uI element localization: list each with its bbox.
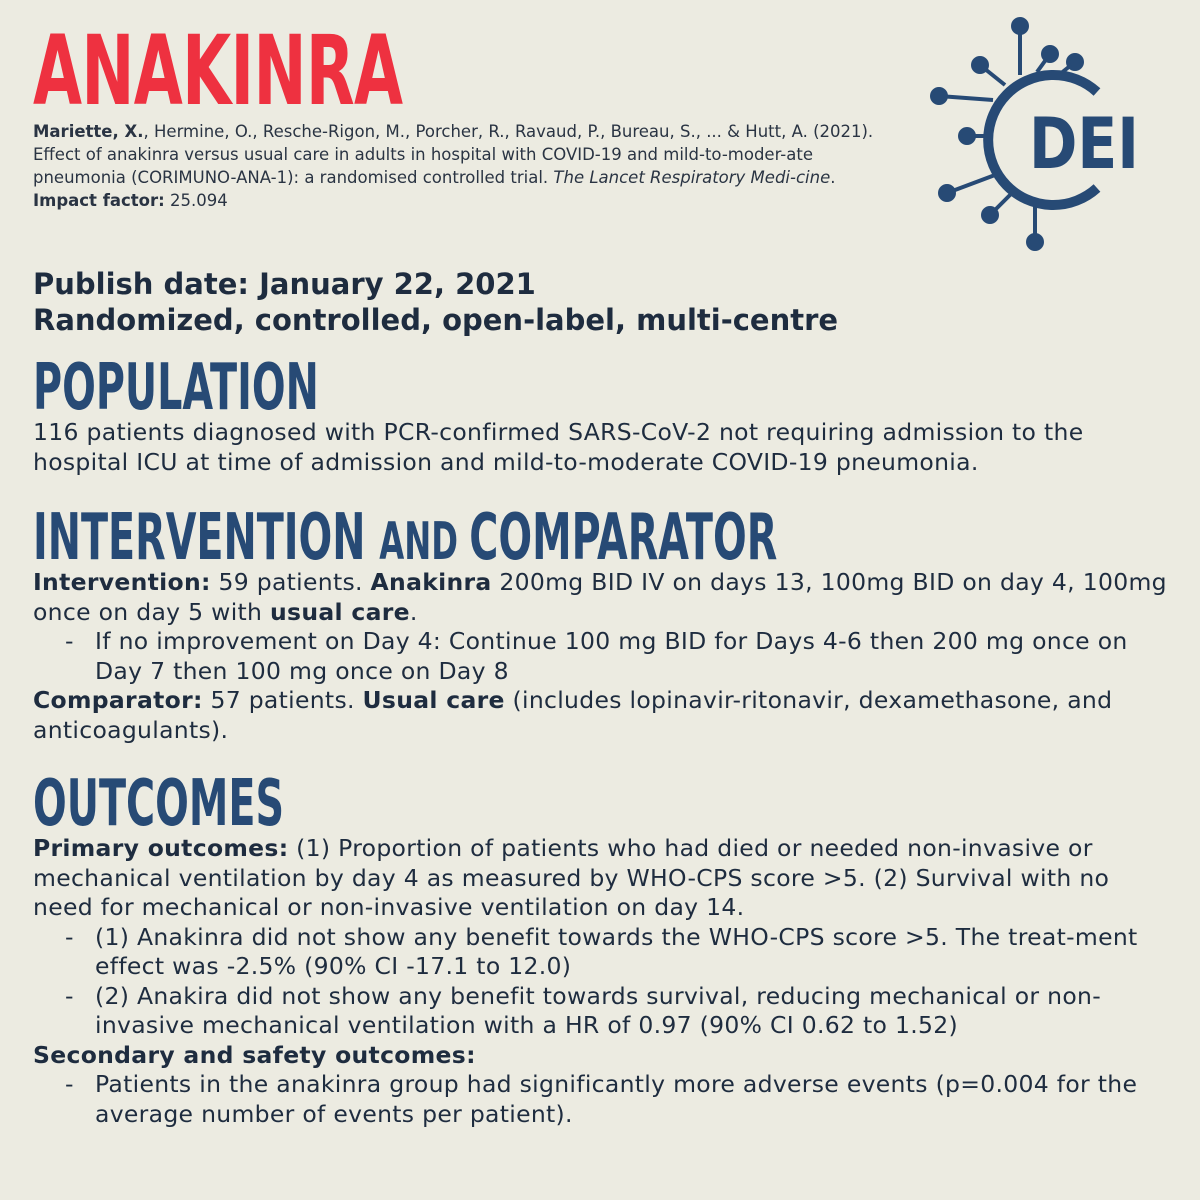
bullet-dash: - [65,981,74,1010]
point-1-text: (1) Anakinra did not show any benefit towards the WHO-CPS score >5. The treat-ment effect was -2.5% (90% CI -17.1 to 12.0) [95,922,1138,980]
publish-date: Publish date: January 22, 2021 [33,267,536,301]
citation-end: . [830,168,836,187]
intervention-label: Intervention: [33,568,211,596]
secondary-label: Secondary and safety outcomes: [33,1040,476,1069]
primary-text: (1) Proportion of patients who had died or needed non-invasive or mechanical ventilation by day 4 as measured by WHO-CPS score >5. (2) Survival with no need for mechanical or non-invasive ventilation on day 14. [33,834,1110,921]
outcome-point-1 [33,923,1168,982]
impact-factor-label: Impact factor: [33,191,165,210]
secondary-outcomes [33,1041,1168,1071]
primary-outcomes [33,834,1168,923]
comparator-count: 57 patients. [202,686,363,714]
outcome-point-2 [33,982,1168,1041]
journal-name: The Lancet Respiratory Medi-cine [553,168,831,187]
comparator-label: Comparator: [33,686,203,714]
primary-label: Primary outcomes: [33,834,289,862]
drug-title: ANAKINRA [33,15,403,127]
intervention-count: 59 patients. [210,568,371,596]
intervention-heading [33,501,778,575]
dei-virus-logo [925,10,1175,260]
point-3-text: Patients in the anakinra group had significantly more adverse events (p=0.004 for the average number of events per patient). [95,1070,1138,1128]
population-text [33,418,1168,477]
heading-word-intervention: INTERVENTION [33,501,380,575]
intervention-sub-point [33,627,1168,686]
heading-word-and: AND [379,512,470,572]
citation-text: , Hermine, O., Resche-Rigon, M., Porcher, R., Ravaud, P., Bureau, S., ... & Hutt, A. (2021). Effect of anakinra versus usual care in adults in hospital with COVID-19 and mild-to-moder-ate pneumonia (CORIMUNO-ANA-1): a randomised controlled trial. [33,122,874,187]
study-meta [33,266,838,338]
intervention-usual-care: usual care [270,597,410,626]
comparator-usual-care: Usual care [362,686,505,714]
sub-point-text: If no improvement on Day 4: Continue 100 mg BID for Days 4-6 then 200 mg once on Day 7 then 100 mg once on Day 8 [95,627,1128,685]
intervention-paragraph [33,568,1168,627]
bullet-dash: - [65,922,74,951]
heading-word-comparator: COMPARATOR [469,501,778,575]
bullet-dash: - [65,1070,74,1098]
outcome-point-3 [33,1070,1168,1129]
population-heading: POPULATION [33,351,319,425]
comparator-details: (includes lopinavir-ritonavir, dexamethasone, and anticoagulants). [33,686,1113,744]
population-paragraph: 116 patients diagnosed with PCR-confirmed SARS-CoV-2 not requiring admission to the hospital ICU at time of admission and mild-to-moderate COVID-19 pneumonia. [33,418,1084,476]
outcomes-text [33,834,1168,1129]
bullet-dash: - [65,627,74,655]
impact-factor-value: 25.094 [164,191,228,210]
intervention-drug: Anakinra [370,568,492,596]
comparator-paragraph [33,686,1168,745]
intervention-dosing: 200mg BID IV on days 13, 100mg BID on day 4, 100mg once on day 5 with [33,568,1167,626]
outcomes-heading: OUTCOMES [33,767,285,841]
citation [33,120,903,212]
point-2-text: (2) Anakira did not show any benefit towards survival, reducing mechanical or non-invasive mechanical ventilation with a HR of 0.97 (90% CI 0.62 to 1.52) [95,981,1101,1039]
study-design: Randomized, controlled, open-label, multi-centre [33,303,839,337]
lead-author: Mariette, X. [33,122,144,141]
logo-text: DEI [1029,103,1139,185]
intervention-text [33,568,1168,745]
intervention-end: . [409,597,418,626]
